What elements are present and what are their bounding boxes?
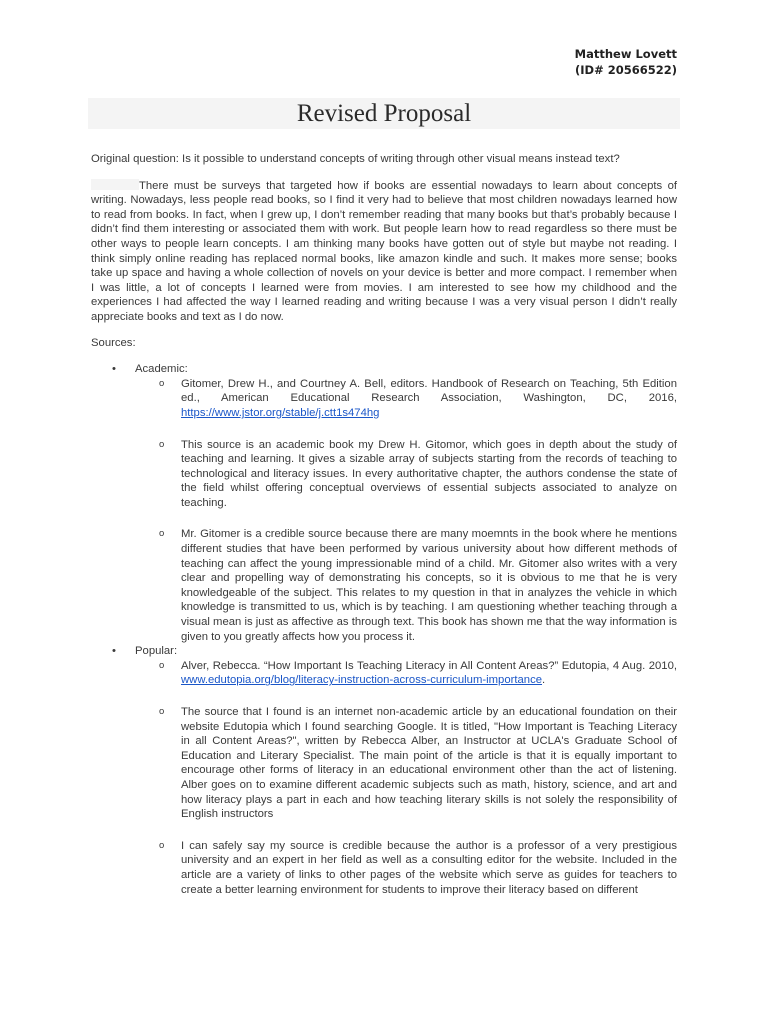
sub-bullet-icon: o: [159, 528, 165, 540]
sources-label: Sources:: [91, 336, 136, 349]
author-name: Matthew Lovett: [574, 47, 677, 61]
popular-credibility: [135, 839, 677, 897]
academic-credibility: [135, 527, 677, 644]
popular-citation-end: .: [542, 674, 546, 687]
intro-paragraph: [91, 179, 677, 325]
academic-summary-text: This source is an academic book my Drew H. Gitomor, which goes in depth about the study of teaching and learning. It gives a sizable array of subjects starting from the records of teaching to technological and literacy issues. In every authoritative chapter, the authors condense the state of the field whilst offering conceptual overviews of essential subjects associated to analyze on teaching.: [181, 438, 677, 509]
popular-citation-text: Alver, Rebecca. “How Important Is Teaching Literacy in All Content Areas?” Edutopia, 4 Aug. 2010,: [181, 659, 677, 672]
popular-label: Popular:: [135, 645, 178, 658]
sub-bullet-icon: o: [159, 706, 165, 717]
academic-citation-text: Gitomer, Drew H., and Courtney A. Bell, editors. Handbook of Research on Teaching, 5th Edition ed., American Educational Research Association, Washington, DC, 2016,: [181, 377, 677, 405]
original-question: Original question: Is it possible to understand concepts of writing through other visual means instead text?: [91, 153, 620, 165]
bullet-icon: •: [112, 363, 116, 376]
sub-bullet-icon: o: [159, 839, 165, 851]
academic-citation-link[interactable]: https://www.jstor.org/stable/j.ctt1s474hg: [181, 406, 380, 419]
paragraph-indent: [91, 179, 139, 190]
academic-entries: [135, 377, 677, 645]
academic-credibility-text: Mr. Gitomer is a credible source because there are many moemnts in the book where he mentions different studies that have been performed by various university about how different methods of teaching can affect the young impressionable mind of a child. Mr. Gitomer also writes with a very clear and propelling way of demonstrating his concepts, so it is obvious to me that he is very knowledgeable of the subject. This relates to my question in that in analyzes the vehicle in which knowledge is transmitted to us, which is by teaching. I am questioning whether teaching through a visual mean is just as affective as through text. This book has shown me that the way information is given to you greatly affects how you process it.: [181, 528, 677, 643]
popular-credibility-text: I can safely say my source is credible because the author is a professor of a very prestigious university and an expert in her field as well as a consulting editor for the website. Included in the article are a variety of links to other pages of the website which serve as guides for teachers to create a better learning environment for students to improve their literacy based on different: [181, 839, 677, 896]
intro-paragraph-text: There must be surveys that targeted how if books are essential nowadays to learn about concepts of writing. Nowadays, less people read books, so I find it very had to believe that most children nowadays learned how to read from books. In fact, when I grew up, I don’t remember reading that many books but that’s probably because I didn’t find them interesting or associated them with work. But people learn how to read regardless so there must be other ways to people learn concepts. I am thinking many books have gotten out of style but maybe not reading. I think simply online reading has replaced normal books, like amazon kindle and such. It makes more sense; books take up space and having a whole collection of novels on your device is better and more compact. I remember when I was little, a lot of concepts I learned were from movies. I am interested to see how my childhood and the experiences I had affected the way I learned reading and writing because I was a very visual person I didn’t really appreciate books and text as I do now.: [91, 179, 677, 323]
sub-bullet-icon: o: [159, 659, 165, 671]
popular-summary: [135, 705, 677, 822]
popular-summary-text: The source that I found is an internet non-academic article by an educational foundation on their website Edutopia which I found searching Google. It is titled, "How Important is Teaching Literacy in all Content Areas?", written by Rebecca Alber, an Instructor at UCLA's Graduate School of Education and Literary Specialist. The main point of the article is that it is equally important to encourage other forms of literacy in an educational environment other than the act of listening. Alber goes on to examine different academic subjects such as math, history, science, and art and how literacy plays a part in each and how teaching literary skills is not solely the responsibility of English instructors: [181, 706, 677, 821]
popular-citation-link[interactable]: www.edutopia.org/blog/literacy-instruction-across-curriculum-importance: [181, 674, 543, 687]
sub-bullet-icon: o: [159, 377, 165, 389]
sub-bullet-icon: o: [159, 438, 165, 450]
popular-citation: [135, 659, 677, 688]
page-title: Revised Proposal: [296, 100, 472, 127]
academic-summary: [135, 438, 677, 511]
popular-category: [91, 644, 677, 897]
academic-category: [91, 362, 677, 644]
popular-entries: [135, 659, 677, 897]
title-bar: [88, 98, 680, 129]
sources-list: [91, 362, 677, 897]
bullet-icon: •: [112, 645, 116, 658]
author-block: [575, 46, 677, 78]
academic-label: Academic:: [135, 363, 188, 376]
author-id: (ID# 20566522): [575, 63, 677, 77]
document-body: [91, 152, 677, 897]
academic-citation: [135, 377, 677, 421]
